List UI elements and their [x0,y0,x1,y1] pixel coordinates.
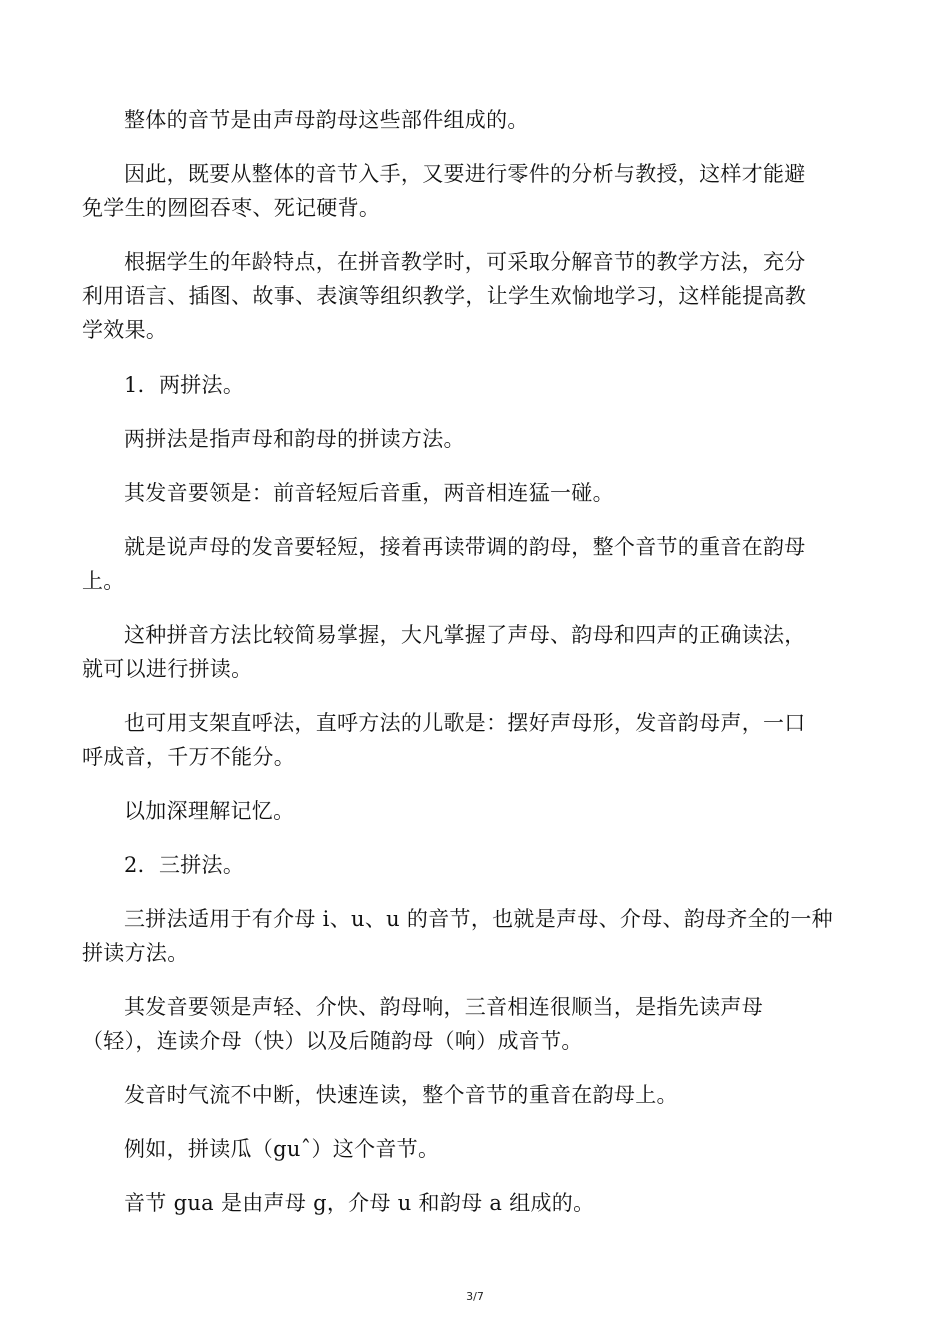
text-line: 三拼法适用于有介母 i、u、u 的音节，也就是声母、介母、韵母齐全的一种 [124,907,833,931]
text-line: 2．三拼法。 [124,853,245,877]
text-line: 呼成音，千万不能分。 [82,745,295,769]
text-line: 音节 gua 是由声母 g，介母 u 和韵母 a 组成的。 [124,1191,595,1215]
text-line: 学效果。 [82,318,168,342]
text-line: 以加深理解记忆。 [124,799,295,823]
text-line: 这种拼音方法比较简易掌握，大凡掌握了声母、韵母和四声的正确读法， [124,623,806,647]
paragraph [82,848,872,882]
text-line: 免学生的囫囵吞枣、死记硬背。 [82,196,381,220]
text-line: 利用语言、插图、故事、表演等组织教学，让学生欢愉地学习，这样能提高教 [82,284,807,308]
paragraph [82,794,872,828]
paragraph [82,530,872,598]
text-line: （轻），连读介母（快）以及后随韵母（响）成音节。 [82,1029,583,1053]
text-line: 上。 [82,569,125,593]
paragraph [82,902,872,970]
text-line: 就是说声母的发音要轻短，接着再读带调的韵母，整个音节的重音在韵母 [124,535,806,559]
text-line: 两拼法是指声母和韵母的拼读方法。 [124,427,465,451]
paragraph [82,157,872,225]
text-line: 其发音要领是：前音轻短后音重，两音相连猛一碰。 [124,481,614,505]
paragraph [82,103,872,137]
paragraph [82,990,872,1058]
text-line: 发音时气流不中断，快速连读，整个音节的重音在韵母上。 [124,1083,678,1107]
text-line: 整体的音节是由声母韵母这些部件组成的。 [124,108,529,132]
paragraph [82,368,872,402]
paragraph [82,245,872,347]
text-line: 拼读方法。 [82,941,189,965]
paragraph [82,706,872,774]
text-line: 其发音要领是声轻、介快、韵母响，三音相连很顺当，是指先读声母 [124,995,763,1019]
paragraph [82,476,872,510]
text-line: 也可用支架直呼法，直呼方法的儿歌是：摆好声母形，发音韵母声，一口 [124,711,806,735]
paragraph [82,1186,872,1220]
text-line: 例如，拼读瓜（guˆ）这个音节。 [124,1137,440,1161]
paragraph [82,422,872,456]
paragraph [82,1078,872,1112]
page-number: 3/7 [466,1290,484,1303]
paragraph [82,1132,872,1166]
paragraph [82,618,872,686]
text-line: 根据学生的年龄特点，在拼音教学时，可采取分解音节的教学方法，充分 [124,250,806,274]
text-line: 因此，既要从整体的音节入手，又要进行零件的分析与教授，这样才能避 [124,162,806,186]
text-line: 1．两拼法。 [124,373,245,397]
text-line: 就可以进行拼读。 [82,657,253,681]
